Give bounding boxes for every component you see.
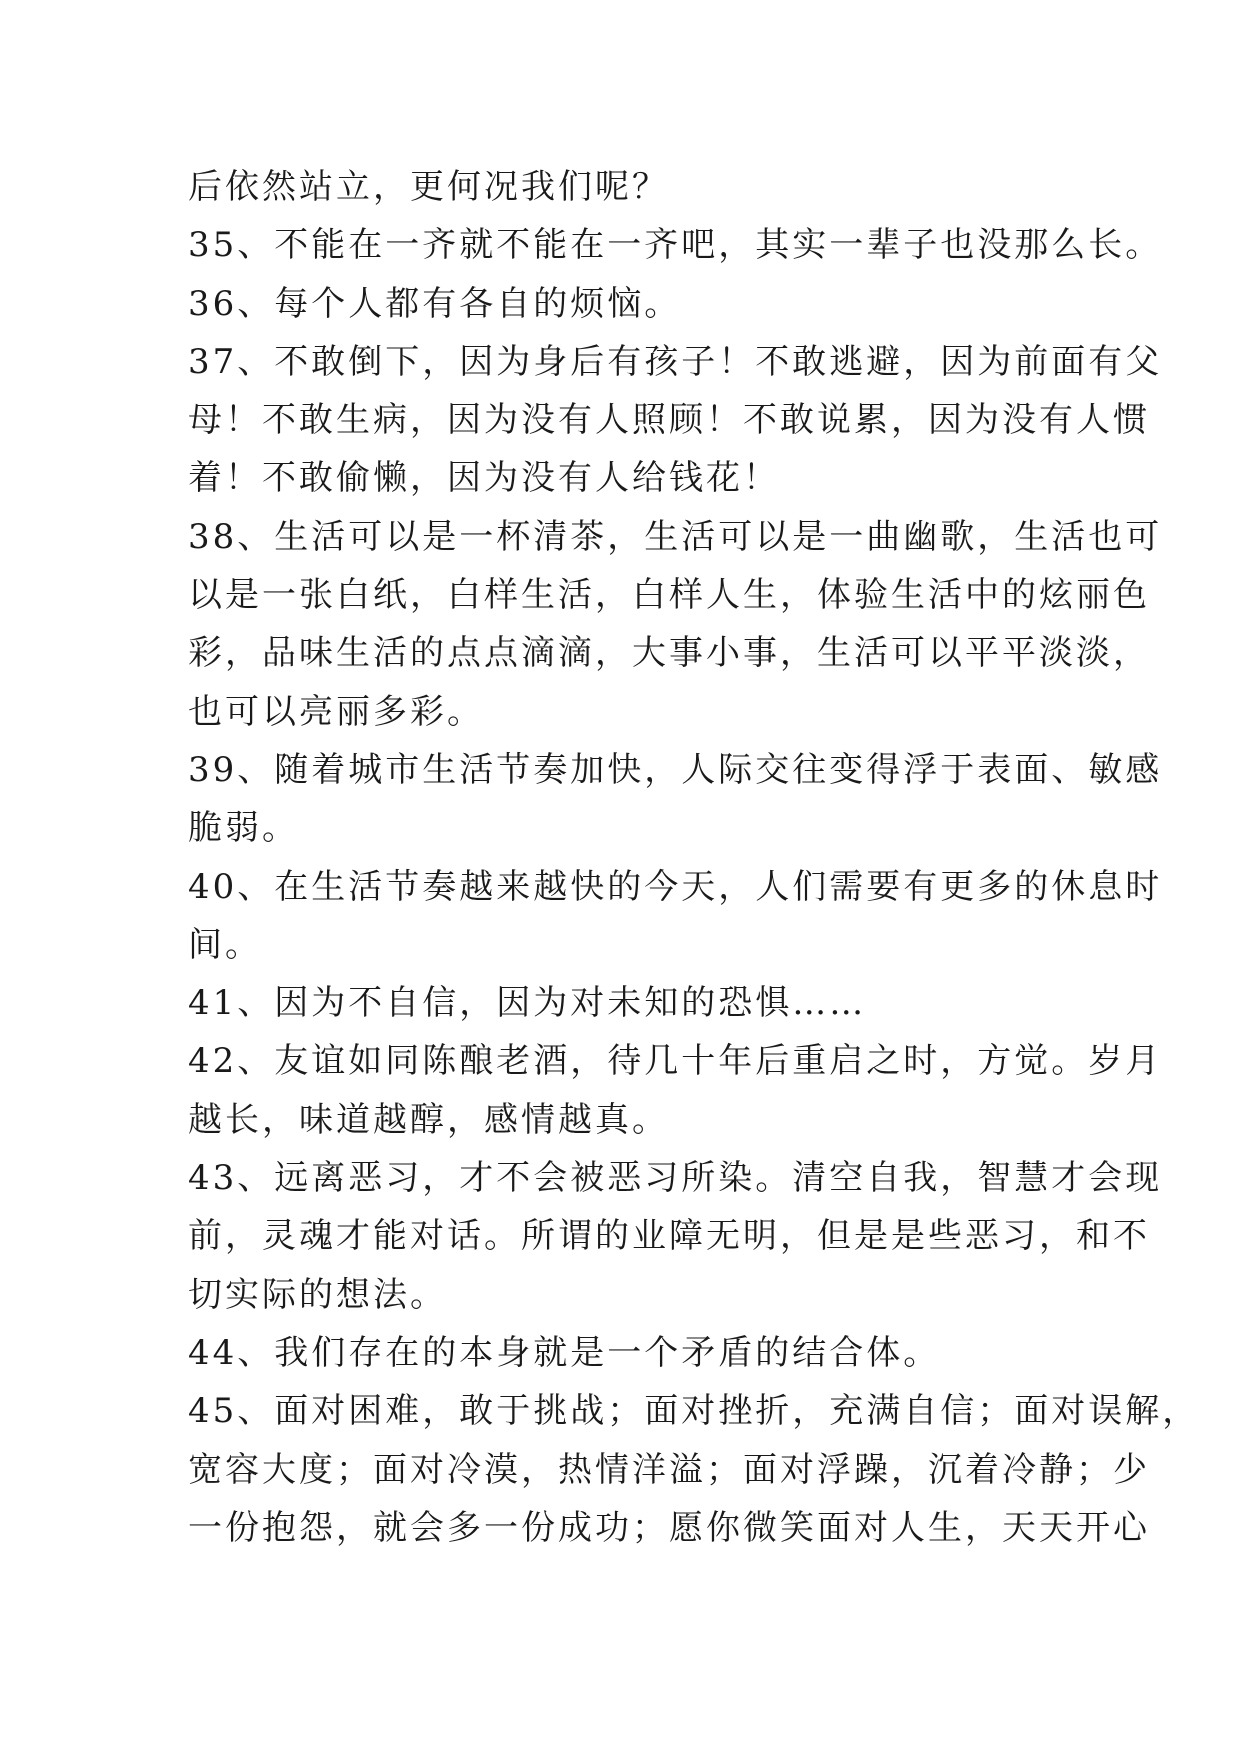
text-line: 40、在生活节奏越来越快的今天，人们需要有更多的休息时: [188, 866, 1163, 907]
text-line: 也可以亮丽多彩。: [188, 691, 484, 732]
text-line: 一份抱怨，就会多一份成功；愿你微笑面对人生，天天开心: [188, 1507, 1150, 1548]
text-line: 以是一张白纸，白样生活，白样人生，体验生活中的炫丽色: [188, 575, 1150, 616]
text-line: 宽容大度；面对冷漠，热情洋溢；面对浮躁，沉着冷静；少: [188, 1449, 1150, 1490]
text-line: 45、面对困难，敢于挑战；面对挫折，充满自信；面对误解，: [188, 1391, 1200, 1432]
text-line: 36、每个人都有各自的烦恼。: [188, 283, 682, 324]
text-line: 着！不敢偷懒，因为没有人给钱花！: [188, 458, 780, 499]
text-line: 越长，味道越醇，感情越真。: [188, 1099, 669, 1140]
text-line: 42、友谊如同陈酿老酒，待几十年后重启之时，方觉。岁月: [188, 1041, 1163, 1082]
text-line: 35、不能在一齐就不能在一齐吧，其实一辈子也没那么长。: [188, 225, 1163, 266]
text-line: 43、远离恶习，才不会被恶习所染。清空自我，智慧才会现: [188, 1158, 1163, 1199]
text-line: 间。: [188, 924, 262, 965]
text-line: 彩，品味生活的点点滴滴，大事小事，生活可以平平淡淡，: [188, 633, 1150, 674]
text-line: 37、不敢倒下，因为身后有孩子！不敢逃避，因为前面有父: [188, 341, 1163, 382]
text-line: 脆弱。: [188, 808, 299, 849]
text-line: 39、随着城市生活节奏加快，人际交往变得浮于表面、敏感: [188, 749, 1163, 790]
text-line: 前，灵魂才能对话。所谓的业障无明，但是是些恶习，和不: [188, 1216, 1150, 1257]
text-line: 44、我们存在的本身就是一个矛盾的结合体。: [188, 1332, 941, 1373]
text-line: 后依然站立，更何况我们呢？: [188, 167, 669, 207]
text-line: 母！不敢生病，因为没有人照顾！不敢说累，因为没有人惯: [188, 400, 1150, 441]
document-body: [188, 158, 1200, 1557]
text-line: 41、因为不自信，因为对未知的恐惧……: [188, 983, 867, 1024]
text-line: 切实际的想法。: [188, 1274, 447, 1315]
text-line: 38、生活可以是一杯清茶，生活可以是一曲幽歌，生活也可: [188, 516, 1163, 557]
